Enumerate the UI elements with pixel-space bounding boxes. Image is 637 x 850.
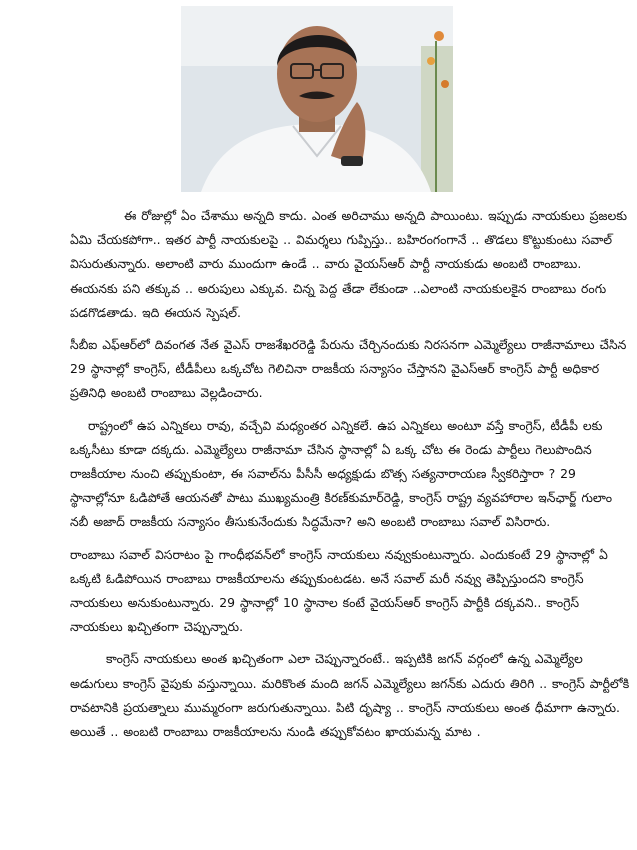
paragraph-3: రాష్ట్రంలో ఉప ఎన్నికలు రావు, వచ్చేవి మధ్యంతర ఎన్నికలే. ఉప ఎన్నికలు అంటూ వస్తే కాంగ్రెస్, టీడీపీ లకు ఒక్కసీటు కూడా దక్కదు. ఎమ్మెల్యేలు రాజీనామా చేసిన స్థానాల్లో ఏ ఒక్క చోట ఈ రెండు పార్టీలు గెలుపొందిన రాజకీయాల నుంచి తప్పుకుంటా, ఈ సవాల్‌ను పీసీసీ అధ్యక్షుడు బొత్స సత్యనారాయణ స్వీకరిస్తారా ? 29 స్థానాల్లోనూ ఓడిపోతే ఆయనతో పాటు ముఖ్యమంత్రి కిరణ్‌కుమార్‌రెడ్డి, కాంగ్రెస్ రాష్ట్ర వ్యవహారాల ఇన్‌ఛార్జ్ గులాం నబీ అజాద్ రాజకీయ సన్యాసం తీసుకునేందుకు సిద్ధమేనా? అని అంబటి రాంబాబు సవాల్ విసిరారు.	[70, 417, 612, 530]
paragraph-4: రాంబాబు సవాల్ విసరాటం పై గాంధీభవన్‌లో కాంగ్రెస్ నాయకులు నవ్వుకుంటున్నారు. ఎందుకంటే 29 స్థానాల్లో ఏ ఒక్కటి ఓడిపోయిన రాంబాబు రాజకీయాలను తప్పుకుంటడట. అనే సవాల్ మరీ నవ్వు తెప్పిస్తుందని కాంగ్రెస్ నాయకులు అనుకుంటున్నారు. 29 స్థానాల్లో 10 స్థానాల కంటే వైయస్ఆర్ కాంగ్రెస్ పార్టీకి దక్కవని.. కాంగ్రెస్ నాయకులు ఖచ్చితంగా చెప్పున్నారు.	[70, 546, 608, 635]
portrait-image	[181, 6, 453, 192]
article-body	[70, 204, 630, 752]
paragraph-1: ఈ రోజుల్లో ఏం చేశాము అన్నది కాదు. ఎంత అరిచాము అన్నది పాయింటు. ఇప్పుడు నాయకులు ప్రజలకు ఏమి చేయకపోగా.. ఇతర పార్టీ నాయకులపై .. విమర్శలు గుప్పిస్తు.. బహిరంగంగానే .. తొడలు కొట్టుకుంటు సవాల్ విసురుతున్నారు. అలాంటి వారు ముందుగా ఉండే .. వారు వైయస్ఆర్ పార్టీ నాయకుడు అంబటి రాంబాబు. ఈయనకు పని తక్కువ .. అరుపులు ఎక్కువ. చిన్న పెద్ద తేడా లేకుండా ..ఎలాంటి నాయకులకైన రాంబాబు రంగు పడగొడతాడు. ఇది ఈయన స్పెషల్.	[70, 208, 627, 320]
paragraph-2: సీబీఐ ఎఫ్ఆర్‌లో దివంగత నేత వైఎస్ రాజశేఖరరెడ్డి పేరును చేర్చినందుకు నిరసనగా ఎమ్మెల్యేలు రాజీనామాలు చేసిన 29 స్థానాల్లో కాంగ్రెస్, టీడీపీలు ఒక్కచోట గెలిచినా రాజకీయ సన్యాసం చేస్తానని వైఎస్ఆర్ కాంగ్రెస్ పార్టీ అధికార ప్రతినిధి అంబటి రాంబాబు వెల్లడించారు.	[70, 337, 627, 401]
portrait-photo	[181, 6, 453, 192]
paragraph-5: కాంగ్రెస్ నాయకులు అంత ఖచ్చితంగా ఎలా చెప్పున్నారంటే.. ఇప్పటికి జగన్ వర్గంలో ఉన్న ఎమ్మెల్యేల అడుగులు కాంగ్రెస్ వైపుకు వస్తున్నాయి. మరికొంత మంది జగన్ ఎమ్మెల్యేలు జగన్‌కు ఎదురు తిరిగి .. కాంగ్రెస్ పార్టీలోకి రావటానికి ప్రయత్నాలు ముమ్మరంగా జరుగుతున్నాయి. పిటి దృష్యా .. కాంగ్రెస్ నాయకులు అంత ధీమాగా ఉన్నారు. అయితే .. అంబటి రాంబాబు రాజకీయాలను నుండి తప్పుకోవటం ఖాయమన్న మాట .	[70, 651, 630, 740]
